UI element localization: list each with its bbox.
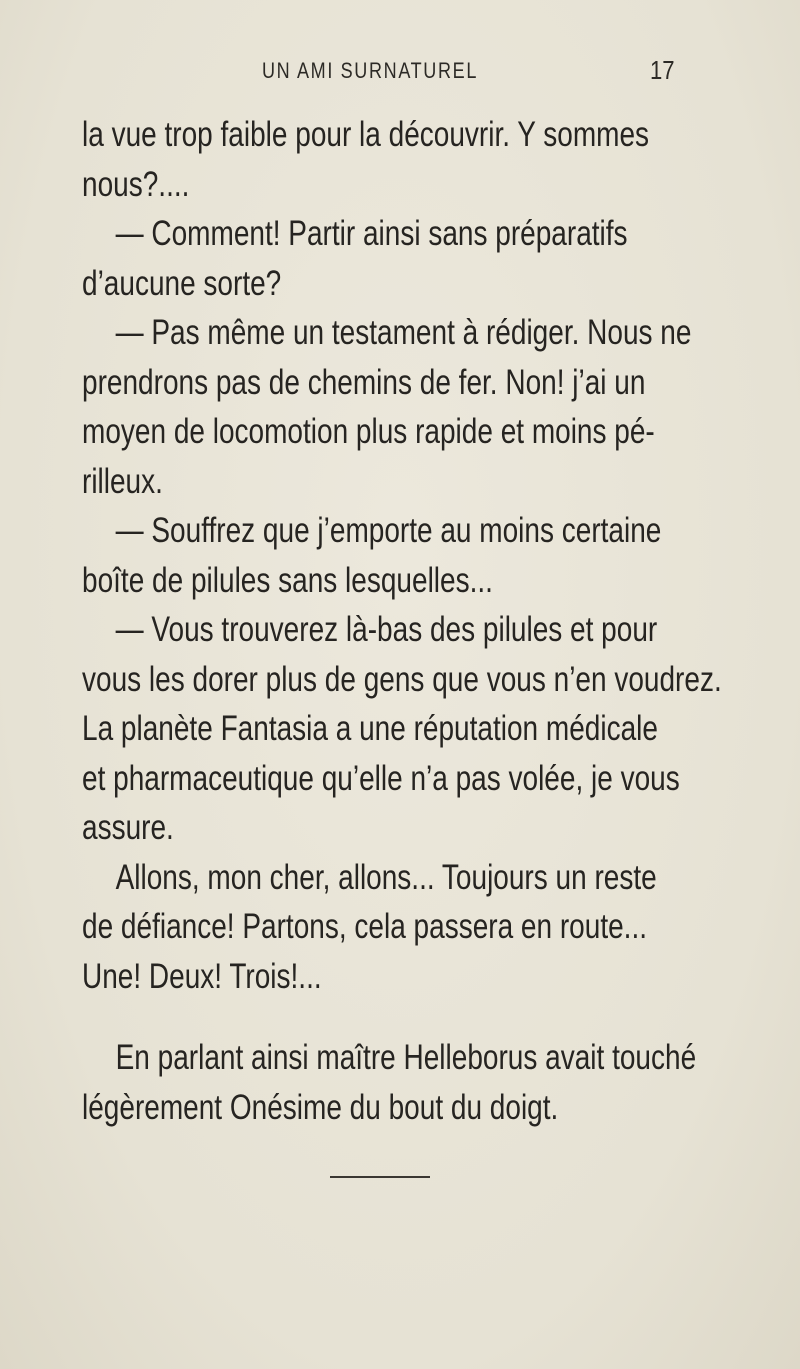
- text-line: La planète Fantasia a une réputation médicale: [82, 709, 658, 748]
- text-line: vous les dorer plus de gens que vous n’en voudrez.: [82, 659, 722, 699]
- text-line: la vue trop faible pour la découvrir. Y sommes: [82, 115, 650, 154]
- text-line: Une! Deux! Trois!...: [82, 956, 322, 996]
- text-line: assure.: [82, 808, 174, 847]
- text-line: moyen de locomotion plus rapide et moins pé-: [82, 412, 655, 451]
- section-divider: [330, 1176, 430, 1178]
- paragraph-gap: [82, 1001, 702, 1033]
- running-title: UN AMI SURNATUREL: [262, 58, 478, 83]
- text-line: nous?....: [82, 164, 190, 204]
- text-line: légèrement Onésime du bout du doigt.: [82, 1087, 559, 1127]
- text-line: rilleux.: [82, 461, 163, 501]
- text-line: — Souffrez que j’emporte au moins certaine: [115, 511, 662, 550]
- text-line: prendrons pas de chemins de fer. Non! j’ai un: [82, 362, 646, 402]
- text-line: d’aucune sorte?: [82, 263, 282, 303]
- text-line: et pharmaceutique qu’elle n’a pas volée, je vous: [82, 758, 680, 798]
- text-line: Allons, mon cher, allons... Toujours un reste: [115, 857, 657, 897]
- text-line: de défiance! Partons, cela passera en route...: [82, 907, 648, 946]
- text-line: — Pas même un testament à rédiger. Nous ne: [115, 313, 692, 352]
- text-line: boîte de pilules sans lesquelles...: [82, 560, 493, 600]
- page-number: 17: [650, 55, 675, 85]
- text-line: — Vous trouverez là-bas des pilules et pour: [115, 610, 658, 649]
- body-text: [82, 110, 722, 1132]
- text-line: En parlant ainsi maître Helleborus avait touché: [115, 1038, 697, 1077]
- text-line: — Comment! Partir ainsi sans préparatifs: [115, 214, 628, 253]
